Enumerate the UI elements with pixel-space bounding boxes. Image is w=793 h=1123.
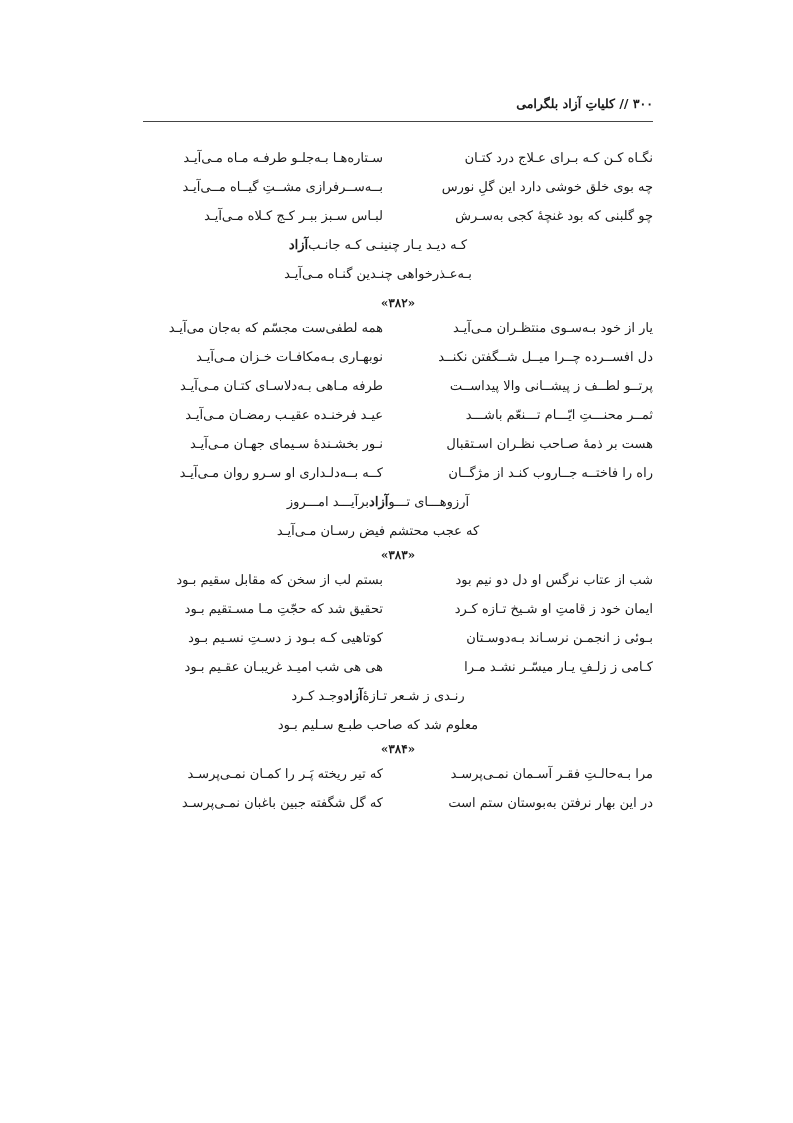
couplet (143, 144, 653, 173)
couplet (143, 760, 653, 789)
couplet (143, 202, 653, 231)
hemistich: عیـد فرخنـده عقیـب رمضـان مـی‌آیـد (185, 408, 383, 423)
hemistich: کوتاهیی کـه بـود ز دسـتِ نسـیم بـود (188, 631, 383, 646)
hemistich: که تیر ریخته پَـر را کمـان نمـی‌پرسـد (187, 767, 383, 782)
hemistich: بستم لب از سخن که مقابل سقیم بـود (176, 573, 383, 588)
hemistich: راه را فاختــه جــاروب کنـد از مژگــان (448, 466, 653, 481)
hemistich: در این بهار نرفتن به‌بوستان ستم است (448, 796, 653, 811)
hemistich: همه لطفی‌ست مجسّم که به‌جان می‌آیـد (168, 321, 383, 336)
header-separator: // (619, 96, 629, 111)
couplet (143, 789, 653, 818)
couplet (143, 372, 653, 401)
hemistich: کـامی ز زلـفِ یـار میسّـر نشـد مـرا (464, 660, 653, 675)
poem-382 (143, 292, 653, 546)
closing-hemistich: کـه دیـد یـار چنینـی کـه جانـب آزاد (288, 238, 468, 253)
hemistich: یار از خود بـه‌سـوی منتظـران مـی‌آیـد (452, 321, 653, 336)
hemistich: پرتــو لطــف ز پیشــانی والا پیداســت (449, 379, 653, 394)
couplet (143, 314, 653, 343)
hemistich: طرفه مـاهی بـه‌دلاسـای کتـان مـی‌آیـد (180, 379, 383, 394)
closing-hemistich: که عجب محتشم فیض رسـان مـی‌آیـد (276, 524, 480, 539)
poem-number: «۳۸۴» (380, 742, 416, 756)
page-number: ۳۰۰ (632, 96, 653, 111)
running-header (143, 96, 653, 111)
couplet (143, 624, 653, 653)
hemistich: ایمان خود ز قامتِ او شـیخ تـازه کـرد (454, 602, 653, 617)
couplet (143, 566, 653, 595)
poem-384 (143, 738, 653, 818)
hemistich: هی هی شب امیـد غریبـان عقـیم بـود (184, 660, 383, 675)
closing-hemistich: بـه‌عـذرخواهی چنـدین گنـاه مـی‌آیـد (284, 267, 472, 282)
hemistich: کــه بــه‌دلـداری او سـرو روان مـی‌آیـد (179, 466, 383, 481)
closing-hemistich: معلوم شد که صاحب طبـع سـلیم بـود (277, 718, 479, 733)
hemistich: دل افســرده چــرا میــل شــگفتن نکنــد (438, 350, 653, 365)
header-rule (143, 121, 653, 122)
poem-continuation (143, 144, 653, 289)
couplet (143, 343, 653, 372)
poem-number: «۳۸۳» (380, 548, 416, 562)
closing-hemistich: آرزوهـــای تـــو آزاد برآیـــد امـــروز (286, 495, 470, 510)
hemistich: لبـاس سـبز ببـر کـج کـلاه مـی‌آیـد (204, 209, 383, 224)
hemistich: بـوئی ز انجمـن نرسـاند بـه‌دوسـتان (466, 631, 653, 646)
hemistich: مرا بـه‌حالـتِ فقـر آسـمان نمـی‌پرسـد (450, 767, 653, 782)
hemistich: که گل شگفته جبین باغبان نمـی‌پرسـد (181, 796, 383, 811)
couplet (143, 173, 653, 202)
couplet (143, 401, 653, 430)
hemistich: چو گلبنی که بود غنچهٔ کجی به‌سـرش (455, 209, 653, 224)
book-title: کلیاتِ آزاد بلگرامی (516, 96, 615, 111)
hemistich: هست بر ذمهٔ صـاحب نظـران اسـتقبال (446, 437, 653, 452)
hemistich: سـتاره‌هـا بـه‌جلـو طرفـه مـاه مـی‌آیـد (183, 151, 383, 166)
poem-383 (143, 544, 653, 740)
closing-hemistich: رنـدی ز شـعر تـازهٔ آزاد وجـد کـرد (291, 689, 465, 704)
hemistich: ثمــر محنـــتِ ایّـــام تـــنعّم باشـــد (465, 408, 653, 423)
poem-number: «۳۸۲» (380, 296, 416, 310)
hemistich: بــه‌ســرفرازی مشــتِ گیــاه مــی‌آیـد (182, 180, 383, 195)
hemistich: شب از عتاب نرگس او دل دو نیم بود (455, 573, 653, 588)
hemistich: نگـاه کـن کـه بـرای عـلاج درد کتـان (464, 151, 653, 166)
hemistich: نوبهـاری بـه‌مکافـات خـزان مـی‌آیـد (196, 350, 383, 365)
couplet (143, 430, 653, 459)
couplet (143, 653, 653, 682)
couplet (143, 595, 653, 624)
hemistich: تحقیق شد که حجّتِ مـا مسـتقیم بـود (184, 602, 383, 617)
hemistich: چه بوی خلق خوشی دارد این گلِ نورس (441, 180, 653, 195)
hemistich: نـور بخشـندهٔ سـیمای جهـان مـی‌آیـد (189, 437, 383, 452)
couplet (143, 459, 653, 488)
